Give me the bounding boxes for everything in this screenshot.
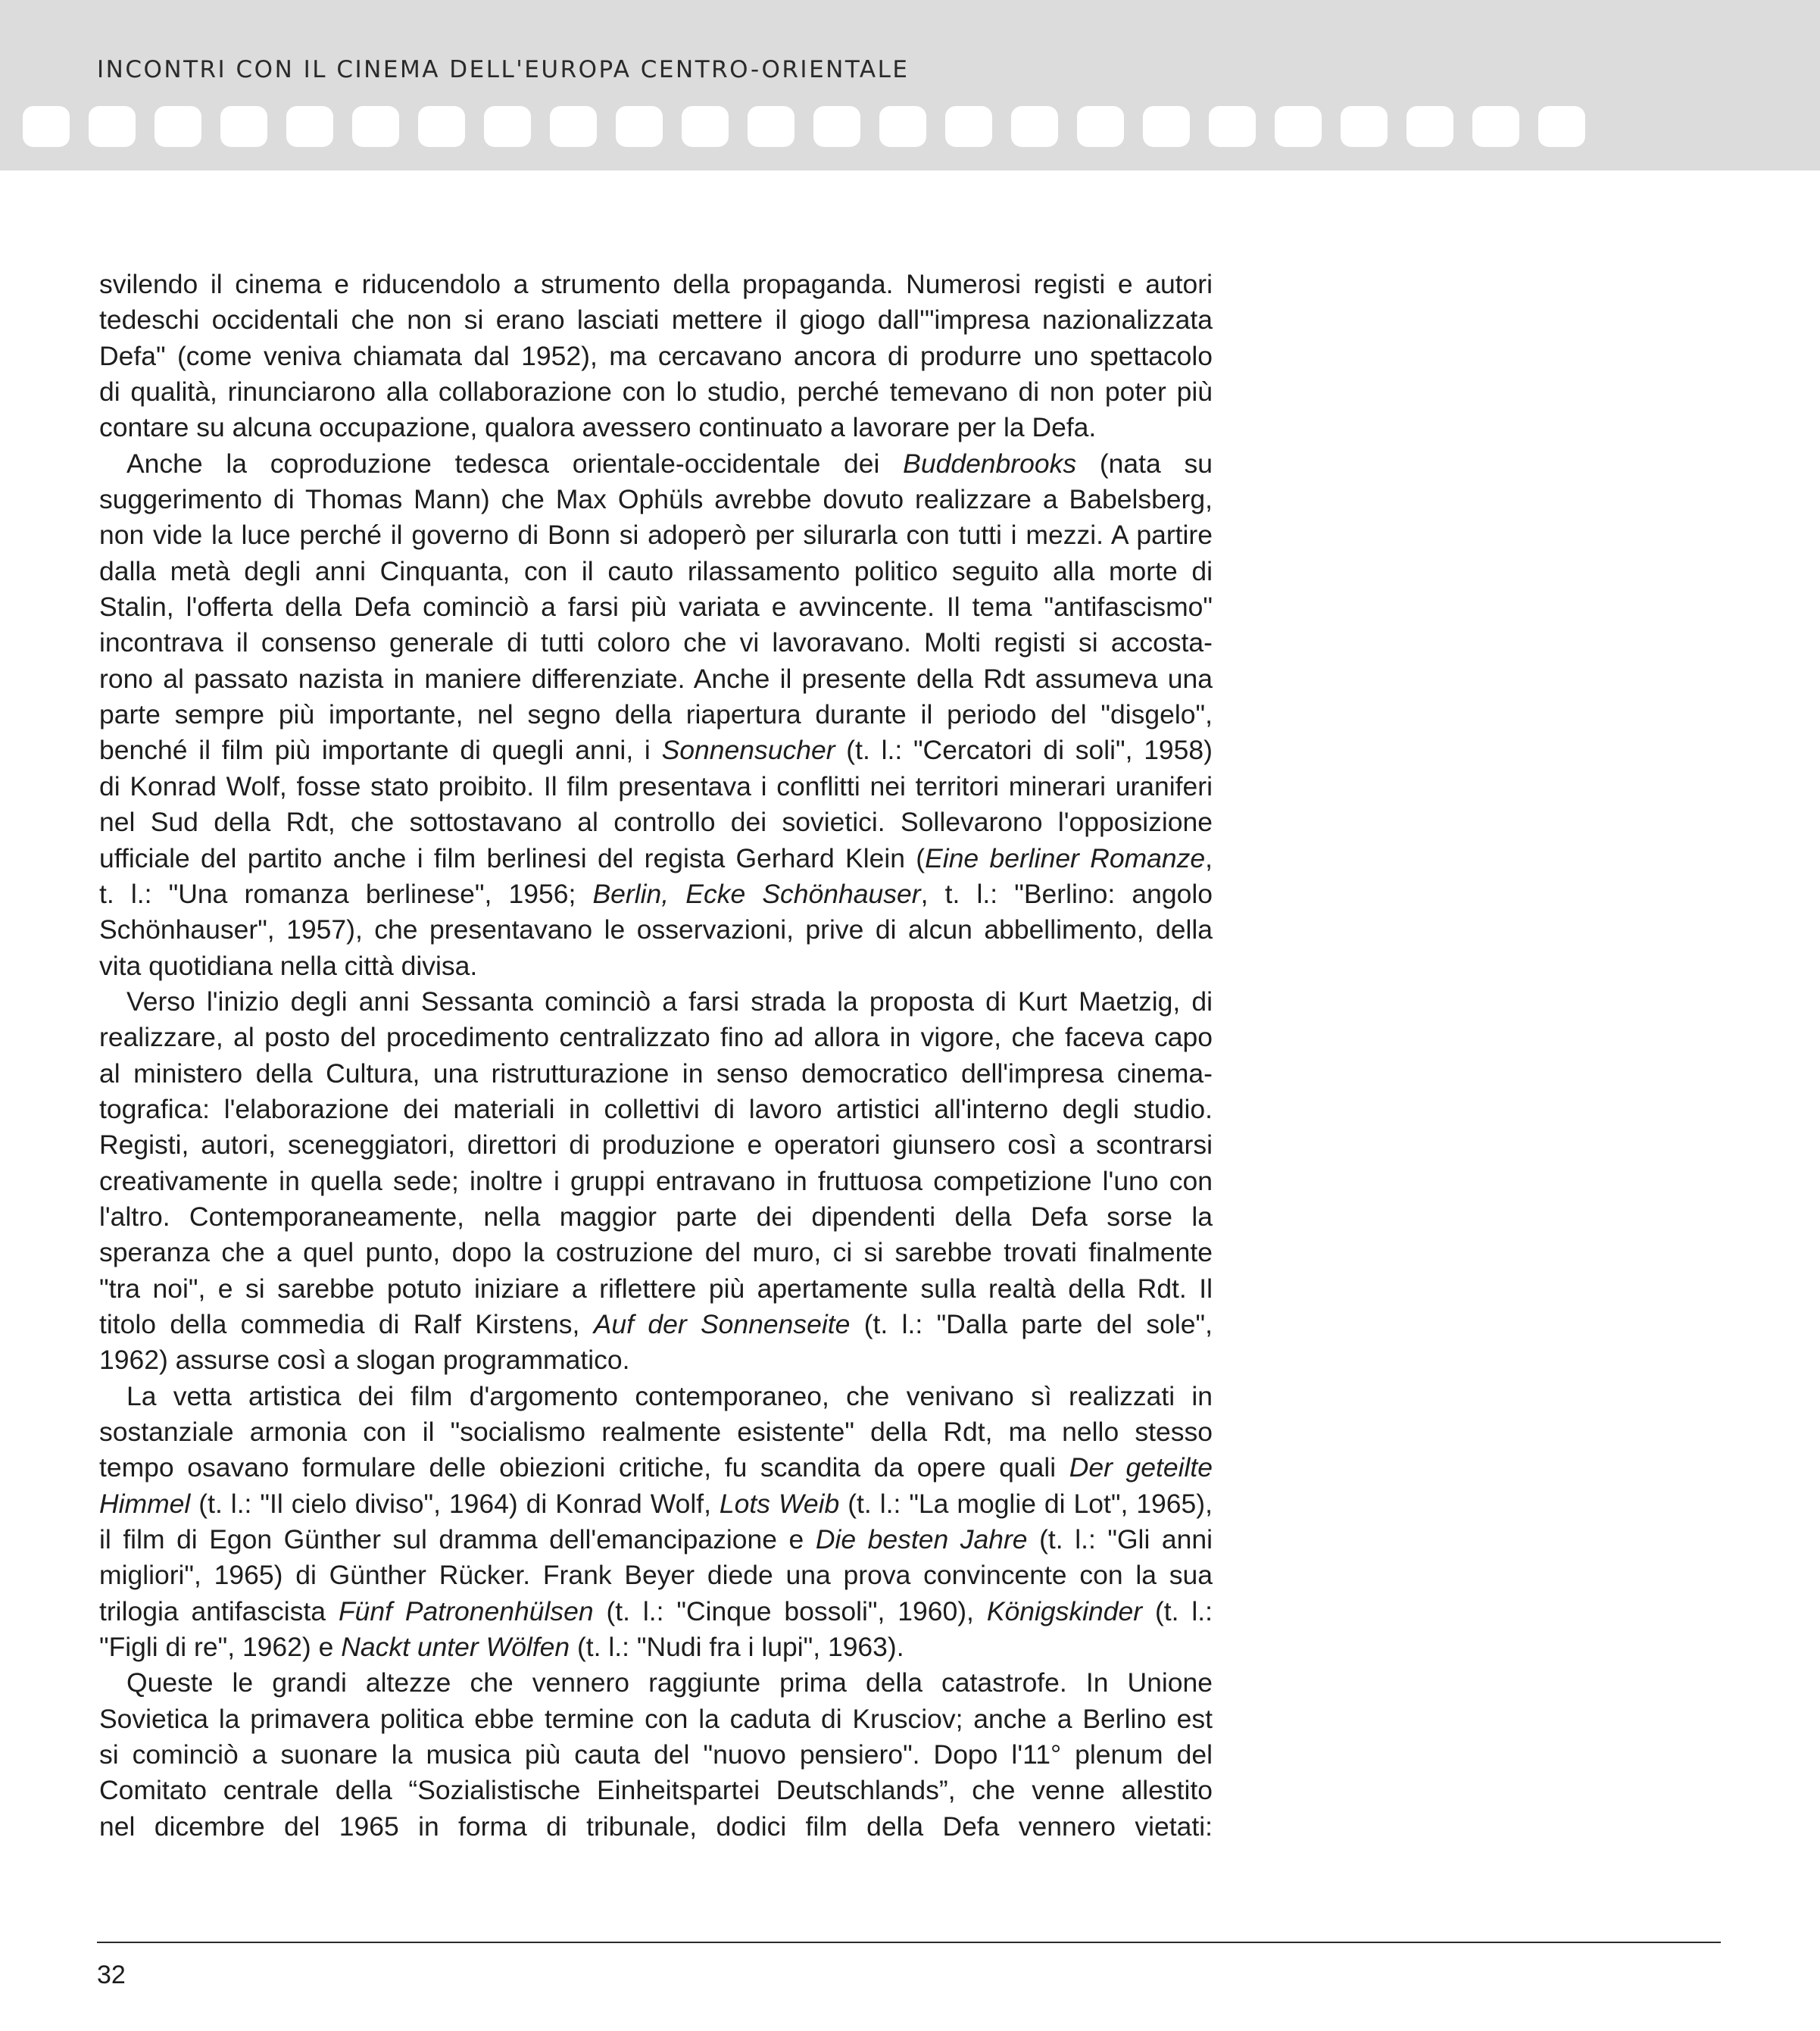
perforation-hole <box>1341 106 1388 147</box>
text-line <box>99 769 1213 805</box>
text-span: di Konrad Wolf, fosse stato proibito. Il film presentava i conflitti nei territori minerari uraniferi <box>99 770 1213 801</box>
text-line <box>99 1271 1213 1307</box>
text-span: il film di Egon Günther sul dramma dell'emancipazione e <box>99 1524 816 1555</box>
text-span: "tra noi", e si sarebbe potuto iniziare a riflettere più apertamente sulla realtà della Rdt. Il <box>99 1273 1213 1304</box>
text-span: (t. l.: "Cinque bossoli", 1960), <box>593 1595 987 1626</box>
text-line <box>99 697 1213 733</box>
text-line <box>99 1414 1213 1450</box>
film-title: Fünf Patronenhülsen <box>338 1595 594 1626</box>
text-span: parte sempre più importante, nel segno della riapertura durante il periodo del "disgelo", <box>99 699 1213 730</box>
text-line <box>99 1701 1213 1737</box>
text-line <box>99 876 1213 912</box>
text-span: contare su alcuna occupazione, qualora avessero continuato a lavorare per la Defa. <box>99 412 1097 443</box>
text-line <box>99 625 1213 661</box>
film-title: Eine berliner Romanze <box>925 842 1206 873</box>
text-line <box>99 302 1213 338</box>
perforation-hole <box>484 106 531 147</box>
perforation-hole <box>1275 106 1322 147</box>
text-span: l'altro. Contemporaneamente, nella maggior parte dei dipendenti della Defa sorse la <box>99 1201 1213 1232</box>
text-line <box>99 1522 1213 1558</box>
text-line <box>99 1486 1213 1522</box>
perforation-hole <box>23 106 70 147</box>
perforation-hole <box>813 106 860 147</box>
perforation-hole <box>1472 106 1519 147</box>
text-span: trilogia antifascista <box>99 1595 339 1626</box>
text-span: , <box>1205 842 1213 873</box>
text-span: Sovietica la primavera politica ebbe termine con la caduta di Krusciov; anche a Berlino est <box>99 1703 1213 1734</box>
film-title: Lots Weib <box>719 1488 840 1519</box>
text-span: Defa" (come veniva chiamata dal 1952), ma cercavano ancora di produrre uno spettacolo <box>99 340 1213 371</box>
film-perforation-strip <box>0 0 1820 170</box>
text-line <box>99 1092 1213 1127</box>
text-span: Registi, autori, sceneggiatori, direttori di produzione e operatori giunsero così a scontrarsi <box>99 1130 1213 1161</box>
text-line <box>99 1809 1213 1845</box>
text-span: speranza che a quel punto, dopo la costruzione del muro, ci si sarebbe trovati finalmente <box>99 1237 1213 1268</box>
text-line <box>99 733 1213 768</box>
text-line <box>99 912 1213 948</box>
perforation-hole <box>748 106 794 147</box>
text-line <box>99 267 1213 302</box>
footer-rule <box>97 1942 1721 1943</box>
text-span: di qualità, rinunciarono alla collaborazione con lo studio, perché temevano di non poter più <box>99 377 1213 408</box>
film-title: Buddenbrooks <box>903 448 1077 479</box>
text-line <box>99 482 1213 517</box>
text-span: migliori", 1965) di Günther Rücker. Frank Beyer diede una prova convincente con la sua <box>99 1560 1213 1591</box>
text-span: (t. l.: "La moglie di Lot", 1965), <box>839 1488 1213 1519</box>
text-span: Stalin, l'offerta della Defa cominciò a farsi più variata e avvincente. Il tema "antifascismo" <box>99 592 1213 623</box>
film-title: Berlin, Ecke Schönhauser <box>592 878 921 909</box>
text-line <box>99 374 1213 410</box>
text-span: non vide la luce perché il governo di Bonn si adoperò per silurarla con tutti i mezzi. A partire <box>99 520 1213 551</box>
text-line <box>99 805 1213 840</box>
perforation-hole <box>286 106 333 147</box>
body-text <box>99 267 1213 1845</box>
film-title: Der geteilte <box>1069 1452 1213 1483</box>
text-span: Verso l'inizio degli anni Sessanta cominciò a farsi strada la proposta di Kurt Maetzig, di <box>126 986 1213 1017</box>
perforation-hole <box>945 106 992 147</box>
text-span: tempo osavano formulare delle obiezioni critiche, fu scandita da opere quali <box>99 1452 1069 1483</box>
text-span: realizzare, al posto del procedimento centralizzato fino ad allora in vigore, che faceva capo <box>99 1022 1213 1053</box>
text-line <box>99 1127 1213 1163</box>
text-line <box>99 1056 1213 1092</box>
text-line <box>99 1235 1213 1270</box>
perforation-hole <box>1209 106 1256 147</box>
perforation-hole <box>682 106 729 147</box>
text-line <box>99 1773 1213 1808</box>
text-line <box>99 1558 1213 1593</box>
text-span: (t. l.: "Gli anni <box>1027 1524 1213 1555</box>
perforation-hole <box>352 106 399 147</box>
film-title: Nackt unter Wölfen <box>341 1632 570 1663</box>
text-span: Anche la coproduzione tedesca orientale-occidentale dei <box>126 448 904 479</box>
text-span: rono al passato nazista in maniere differenziate. Anche il presente della Rdt assumeva una <box>99 663 1213 694</box>
text-span: Comitato centrale della “Sozialistische Einheitspartei Deutschlands”, che venne allestito <box>99 1775 1213 1806</box>
text-line <box>99 1737 1213 1773</box>
text-span: suggerimento di Thomas Mann) che Max Ophüls avrebbe dovuto realizzare a Babelsberg, <box>99 484 1213 515</box>
text-span: (t. l.: "Cercatori di soli", 1958) <box>835 735 1213 766</box>
text-span: tografica: l'elaborazione dei materiali in collettivi di lavoro artistici all'interno degli studio. <box>99 1093 1213 1124</box>
text-line <box>99 1199 1213 1235</box>
text-span: Schönhauser", 1957), che presentavano le osservazioni, prive di alcun abbellimento, della <box>99 914 1213 945</box>
perforation-hole <box>220 106 267 147</box>
text-span: (t. l.: "Dalla parte del sole", <box>850 1308 1213 1339</box>
text-line <box>99 446 1213 482</box>
perforation-hole <box>89 106 136 147</box>
film-title: Königskinder <box>986 1595 1143 1626</box>
film-title: Sonnensucher <box>661 735 835 766</box>
film-strip-header <box>0 0 1820 170</box>
page-number: 32 <box>97 1961 126 1989</box>
text-span: La vetta artistica dei film d'argomento contemporaneo, che venivano sì realizzati in <box>126 1380 1213 1411</box>
perforation-hole <box>616 106 663 147</box>
text-line <box>99 1020 1213 1055</box>
text-line <box>99 661 1213 697</box>
text-line <box>99 554 1213 589</box>
text-span: 1962) assurse così a slogan programmatico. <box>99 1345 630 1376</box>
text-span: titolo della commedia di Ralf Kirstens, <box>99 1308 594 1339</box>
text-span: benché il film più importante di quegli anni, i <box>99 735 662 766</box>
text-line <box>99 589 1213 625</box>
text-span: nel dicembre del 1965 in forma di tribunale, dodici film della Defa vennero vietati: <box>99 1811 1213 1842</box>
perforation-hole <box>1143 106 1190 147</box>
text-line <box>99 410 1213 445</box>
text-span: sostanziale armonia con il "socialismo realmente esistente" della Rdt, ma nello stesso <box>99 1417 1213 1447</box>
text-line <box>99 1594 1213 1629</box>
text-line <box>99 1164 1213 1199</box>
perforation-hole <box>418 106 465 147</box>
text-span: (nata su <box>1076 448 1213 479</box>
text-span: Queste le grandi altezze che vennero raggiunte prima della catastrofe. In Unione <box>126 1667 1213 1698</box>
perforation-hole <box>155 106 201 147</box>
text-line <box>99 1342 1213 1378</box>
perforation-hole <box>1538 106 1585 147</box>
film-title: Die besten Jahre <box>815 1524 1028 1555</box>
text-span: (t. l.: <box>1142 1595 1213 1626</box>
perforation-hole <box>1077 106 1124 147</box>
running-title: INCONTRI CON IL CINEMA DELL'EUROPA CENTRO-ORIENTALE <box>97 56 910 83</box>
text-span: al ministero della Cultura, una ristrutturazione in senso democratico dell'impresa cinema- <box>99 1058 1213 1089</box>
text-line <box>99 1450 1213 1486</box>
text-span: tedeschi occidentali che non si erano lasciati mettere il giogo dall'"impresa nazionalizzata <box>99 305 1213 336</box>
text-span: nel Sud della Rdt, che sottostavano al controllo dei sovietici. Sollevarono l'opposizione <box>99 807 1213 838</box>
text-span: si cominciò a suonare la musica più cauta del "nuovo pensiero". Dopo l'11° plenum del <box>99 1739 1213 1770</box>
text-line <box>99 1307 1213 1342</box>
text-span: creativamente in quella sede; inoltre i gruppi entravano in fruttuosa competizione l'uno con <box>99 1165 1213 1196</box>
text-line <box>99 1665 1213 1701</box>
text-line <box>99 1629 1213 1665</box>
text-span: incontrava il consenso generale di tutti coloro che vi lavoravano. Molti registi si accosta- <box>99 627 1213 658</box>
text-line <box>99 948 1213 984</box>
text-line <box>99 339 1213 374</box>
text-span: , t. l.: "Berlino: angolo <box>920 878 1213 909</box>
perforation-hole <box>1011 106 1058 147</box>
text-line <box>99 517 1213 553</box>
text-line <box>99 1379 1213 1414</box>
text-span: t. l.: "Una romanza berlinese", 1956; <box>99 878 593 909</box>
text-span: ufficiale del partito anche i film berlinesi del regista Gerhard Klein ( <box>99 842 926 873</box>
text-span: (t. l.: "Il cielo diviso", 1964) di Konrad Wolf, <box>190 1488 720 1519</box>
text-span: vita quotidiana nella città divisa. <box>99 950 478 981</box>
text-span: dalla metà degli anni Cinquanta, con il cauto rilassamento politico seguito alla morte di <box>99 555 1213 586</box>
text-span: "Figli di re", 1962) e <box>99 1632 342 1663</box>
perforation-hole <box>879 106 926 147</box>
text-line <box>99 984 1213 1020</box>
perforation-hole <box>550 106 597 147</box>
text-span: svilendo il cinema e riducendolo a strumento della propaganda. Numerosi registi e autori <box>99 269 1213 299</box>
text-line <box>99 841 1213 876</box>
perforation-hole <box>1406 106 1453 147</box>
text-span: (t. l.: "Nudi fra i lupi", 1963). <box>570 1632 904 1663</box>
film-title: Himmel <box>99 1488 191 1519</box>
film-title: Auf der Sonnenseite <box>593 1308 851 1339</box>
